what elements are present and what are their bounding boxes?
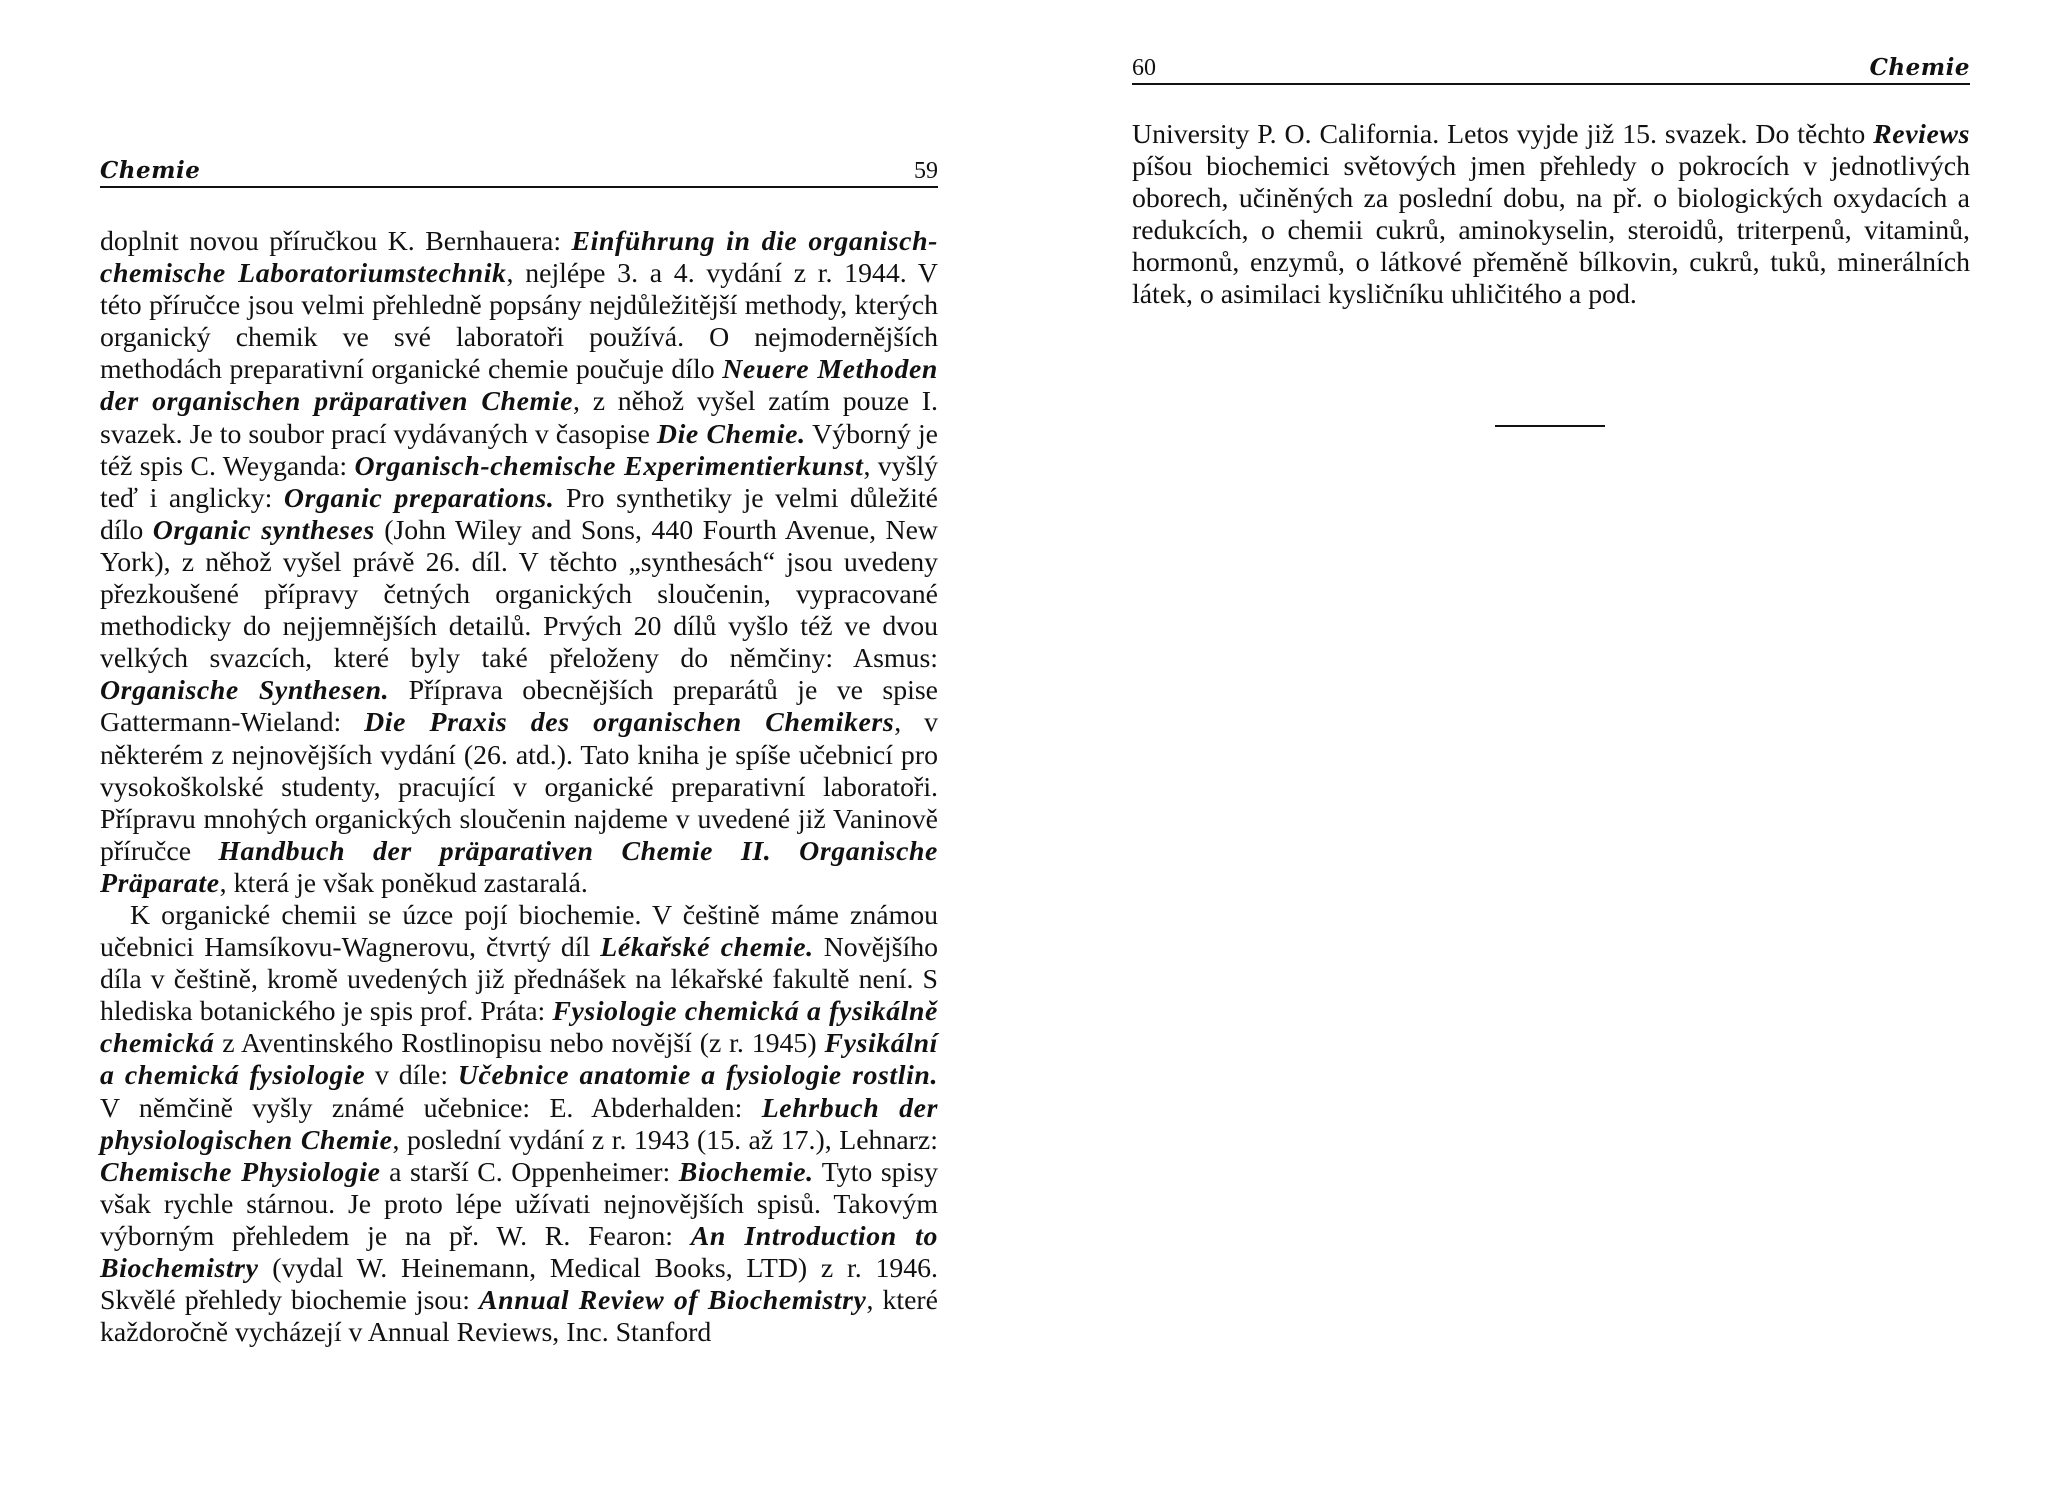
text-run: (John Wiley and Sons, 440 Fourth Avenue, New York), z něhož vyšel právě 26. díl. V těchto „synthesách“ jsou uvedeny přezkoušené přípravy četných organických sloučenin, vypracované methodicky do nejjemnějších detailů. Prvých 20 dílů vyšlo též ve dvou velkých svazcích, které byly také přeloženy do němčiny: Asmus: [100, 514, 938, 675]
text-run: , poslední vydání z r. 1943 (15. až 17.), Lehnarz: [392, 1124, 938, 1156]
running-head [100, 158, 938, 188]
page-number: 60 [1132, 55, 1156, 81]
page-number: 59 [914, 158, 938, 184]
italic-title-text: Lékařské chemie. [600, 932, 814, 964]
text-run: Pro synthetiky je velmi důležité dílo [100, 482, 938, 546]
italic-title-text: Chemische Physiologie [100, 1156, 381, 1188]
text-run: , z něhož vyšel zatím pouze I. svazek. Je to soubor prací vydávaných v časopise [100, 386, 938, 450]
text-run: Výborný je též spis C. Weyganda: [100, 418, 938, 482]
text-run: K organické chemii se úzce pojí biochemie. V češtině máme známou učebnici Hamsíkovu-Wagnerovu, čtvrtý díl [100, 899, 938, 964]
running-head-title: Chemie [1869, 54, 1970, 81]
text-run: V němčině vyšly známé učebnice: E. Abderhalden: [100, 1092, 762, 1124]
body-text [1132, 119, 1970, 312]
italic-title-text: Lehrbuch der physiologischen Chemie [100, 1092, 938, 1156]
paragraph [100, 226, 938, 900]
italic-title-text: Biochemie. [678, 1156, 814, 1188]
text-run: a starší C. Oppenheimer: [380, 1156, 679, 1188]
text-run: , která je však poněkud zastaralá. [219, 867, 588, 899]
text-run: , v některém z nejnovějších vydání (26. atd.). Tato kniha je spíše učebnicí pro vysokoškolské studenty, pracující v organické preparativní laboratoři. Přípravu mnohých organických sloučenin najdeme v uvedené již Vaninově příručce [100, 707, 938, 867]
text-run: University P. O. California. Letos vyjde již 15. svazek. Do těchto [1132, 119, 1874, 150]
paragraph [100, 900, 938, 1349]
running-head-title: Chemie [100, 157, 201, 184]
italic-title-text: Organische Synthesen. [100, 675, 390, 707]
text-run: z Aventinského Rostlinopisu nebo novější (z r. 1945) [214, 1028, 825, 1060]
text-run: Tyto spisy však rychle stárnou. Je proto lépe užívati nejnovějších spisů. Takovým výborným přehledem je na př. W. R. Fearon: [100, 1156, 939, 1252]
italic-title-text: Učebnice anatomie a fysiologie rostlin. [457, 1060, 938, 1092]
section-end-rule [1495, 425, 1605, 427]
text-run: Příprava obecnějších preparátů je ve spise Gattermann-Wieland: [100, 675, 939, 739]
italic-title-text: Organic syntheses [152, 514, 375, 546]
paragraph [1132, 119, 1970, 312]
running-head [1132, 55, 1970, 85]
text-run: , které každoročně vycházejí v Annual Reviews, Inc. Stanford [100, 1285, 939, 1349]
text-run: píšou biochemici světových jmen přehledy o pokrocích v jednotlivých oborech, učiněných za poslední dobu, na př. o biologických oxydacích a redukcích, o chemii cukrů, aminokyselin, steroidů, triterpenů, vitaminů, hormonů, enzymů, o látkové přeměně bílkovin, cukrů, tuků, minerálních látek, o asimilaci kysličníku uhličitého a pod. [1132, 151, 1970, 311]
italic-title-text: Annual Review of Biochemistry [479, 1285, 867, 1317]
text-run: v díle: [365, 1060, 458, 1092]
italic-title-text: Organisch-chemische Experimentierkunst [354, 450, 864, 482]
body-text [100, 226, 938, 1349]
text-run: doplnit novou příručkou K. Bernhauera: [100, 226, 572, 257]
italic-title-text: Fysiologie chemická a fysikálně chemická [100, 996, 938, 1060]
italic-title-text: Einführung in die organisch-chemische Laboratoriumstechnik [100, 226, 938, 290]
italic-title-text: Die Chemie. [656, 418, 806, 450]
italic-title-text: Fysikální a chemická fysiologie [100, 1028, 938, 1092]
italic-title-text: An Introduction to Biochemistry [100, 1220, 938, 1284]
text-run: , vyšlý teď i anglicky: [100, 450, 939, 514]
italic-title-text: Handbuch der präparativen Chemie II. Organische Präparate [100, 835, 938, 899]
italic-title-text: Die Praxis des organischen Chemikers [364, 707, 895, 739]
italic-title-text: Reviews [1873, 119, 1970, 150]
text-run: , nejlépe 3. a 4. vydání z r. 1944. V této příručce jsou velmi přehledně popsány nejdůležitější methody, kterých organický chemik ve své laboratoři používá. O nejmodernějších methodách preparativní organické chemie poučuje dílo [100, 258, 938, 386]
italic-title-text: Neuere Methoden der organischen präparativen Chemie [100, 354, 938, 418]
italic-title-text: Organic preparations. [283, 482, 555, 514]
text-run: (vydal W. Heinemann, Medical Books, LTD) z r. 1946. Skvělé přehledy biochemie jsou: [100, 1253, 938, 1317]
text-run: Novějšího díla v češtině, kromě uvedených již přednášek na lékařské fakultě není. S hlediska botanického je spis prof. Práta: [100, 932, 938, 1028]
